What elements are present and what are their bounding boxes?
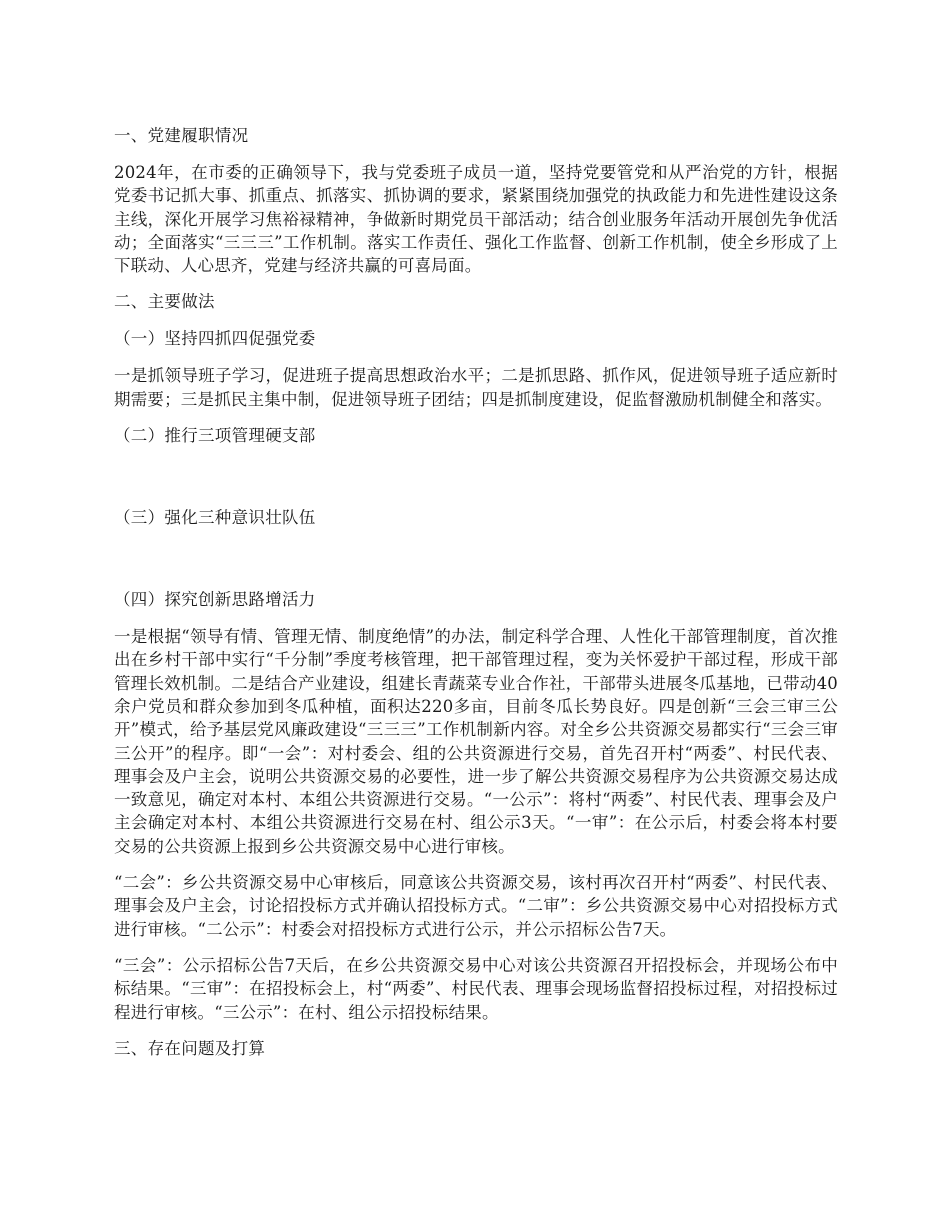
- paragraph-subsection-4-part-3: “三会”：公示招标公告7天后，在乡公共资源交易中心对该公共资源召开招投标会，并现场公布中标结果。“三审”：在招投标会上，村“两委”、村民代表、理事会现场监督招投标过程，对招投标过程进行审核。“三公示”：在村、组公示招投标结果。: [114, 955, 838, 1022]
- document-body: [114, 124, 838, 1074]
- paragraph-subsection-4-part-1: 一是根据“领导有情、管理无情、制度绝情”的办法，制定科学合理、人性化干部管理制度，首次推出在乡村干部中实行“千分制”季度考核管理，把干部管理过程，变为关怀爱护干部过程，形成干部管理长效机制。二是结合产业建设，组建长青蔬菜专业合作社，干部带头进展冬瓜基地，已带动40余户党员和群众参加到冬瓜种植，面积达220多亩，目前冬瓜长势良好。四是创新“三会三审三公开”模式，给予基层党风廉政建设“三三三”工作机制新内容。对全乡公共资源交易都实行“三会三审三公开”的程序。即“一会”：对村委会、组的公共资源进行交易，首先召开村“两委”、村民代表、理事会及户主会，说明公共资源交易的必要性，进一步了解公共资源交易程序为公共资源交易达成一致意见，确定对本村、本组公共资源进行交易。“一公示”：将村“两委”、村民代表、理事会及户主会确定对本村、本组公共资源进行交易在村、组公示3天。“一审”：在公示后，村委会将本村要交易的公共资源上报到乡公共资源交易中心进行审核。: [114, 627, 838, 856]
- subsection-heading-3: （三）强化三种意识壮队伍: [114, 508, 316, 528]
- section-heading-main-practices: 二、主要做法: [114, 292, 215, 312]
- blank-gap: [114, 461, 838, 506]
- blank-gap: [114, 543, 838, 588]
- paragraph-party-duties: 2024年，在市委的正确领导下，我与党委班子成员一道，坚持党要管党和从严治党的方针，根据党委书记抓大事、抓重点、抓落实、抓协调的要求，紧紧围绕加强党的执政能力和先进性建设这条主线，深化开展学习焦裕禄精神，争做新时期党员干部活动；结合创业服务年活动开展创先争优活动；全面落实“三三三”工作机制。落实工作责任、强化工作监督、创新工作机制，使全乡形成了上下联动、人心思齐，党建与经济共赢的可喜局面。: [114, 163, 838, 276]
- subsection-heading-1: （一）坚持四抓四促强党委: [114, 329, 316, 349]
- subsection-heading-2: （二）推行三项管理硬支部: [114, 426, 316, 446]
- paragraph-subsection-1: 一是抓领导班子学习，促进班子提高思想政治水平；二是抓思路、抓作风，促进领导班子适应新时期需要；三是抓民主集中制，促进领导班子团结；四是抓制度建设，促监督激励机制健全和落实。: [114, 366, 838, 409]
- section-heading-problems-plans: 三、存在问题及打算: [114, 1038, 266, 1058]
- paragraph-subsection-4-part-2: “二会”：乡公共资源交易中心审核后，同意该公共资源交易，该村再次召开村“两委”、村民代表、理事会及户主会，讨论招投标方式并确认招投标方式。“二审”：乡公共资源交易中心对招投标方式进行审核。“二公示”：村委会对招投标方式进行公示，并公示招标公告7天。: [114, 873, 838, 939]
- subsection-heading-4: （四）探究创新思路增活力: [114, 590, 316, 610]
- section-heading-party-duties: 一、党建履职情况: [114, 126, 249, 145]
